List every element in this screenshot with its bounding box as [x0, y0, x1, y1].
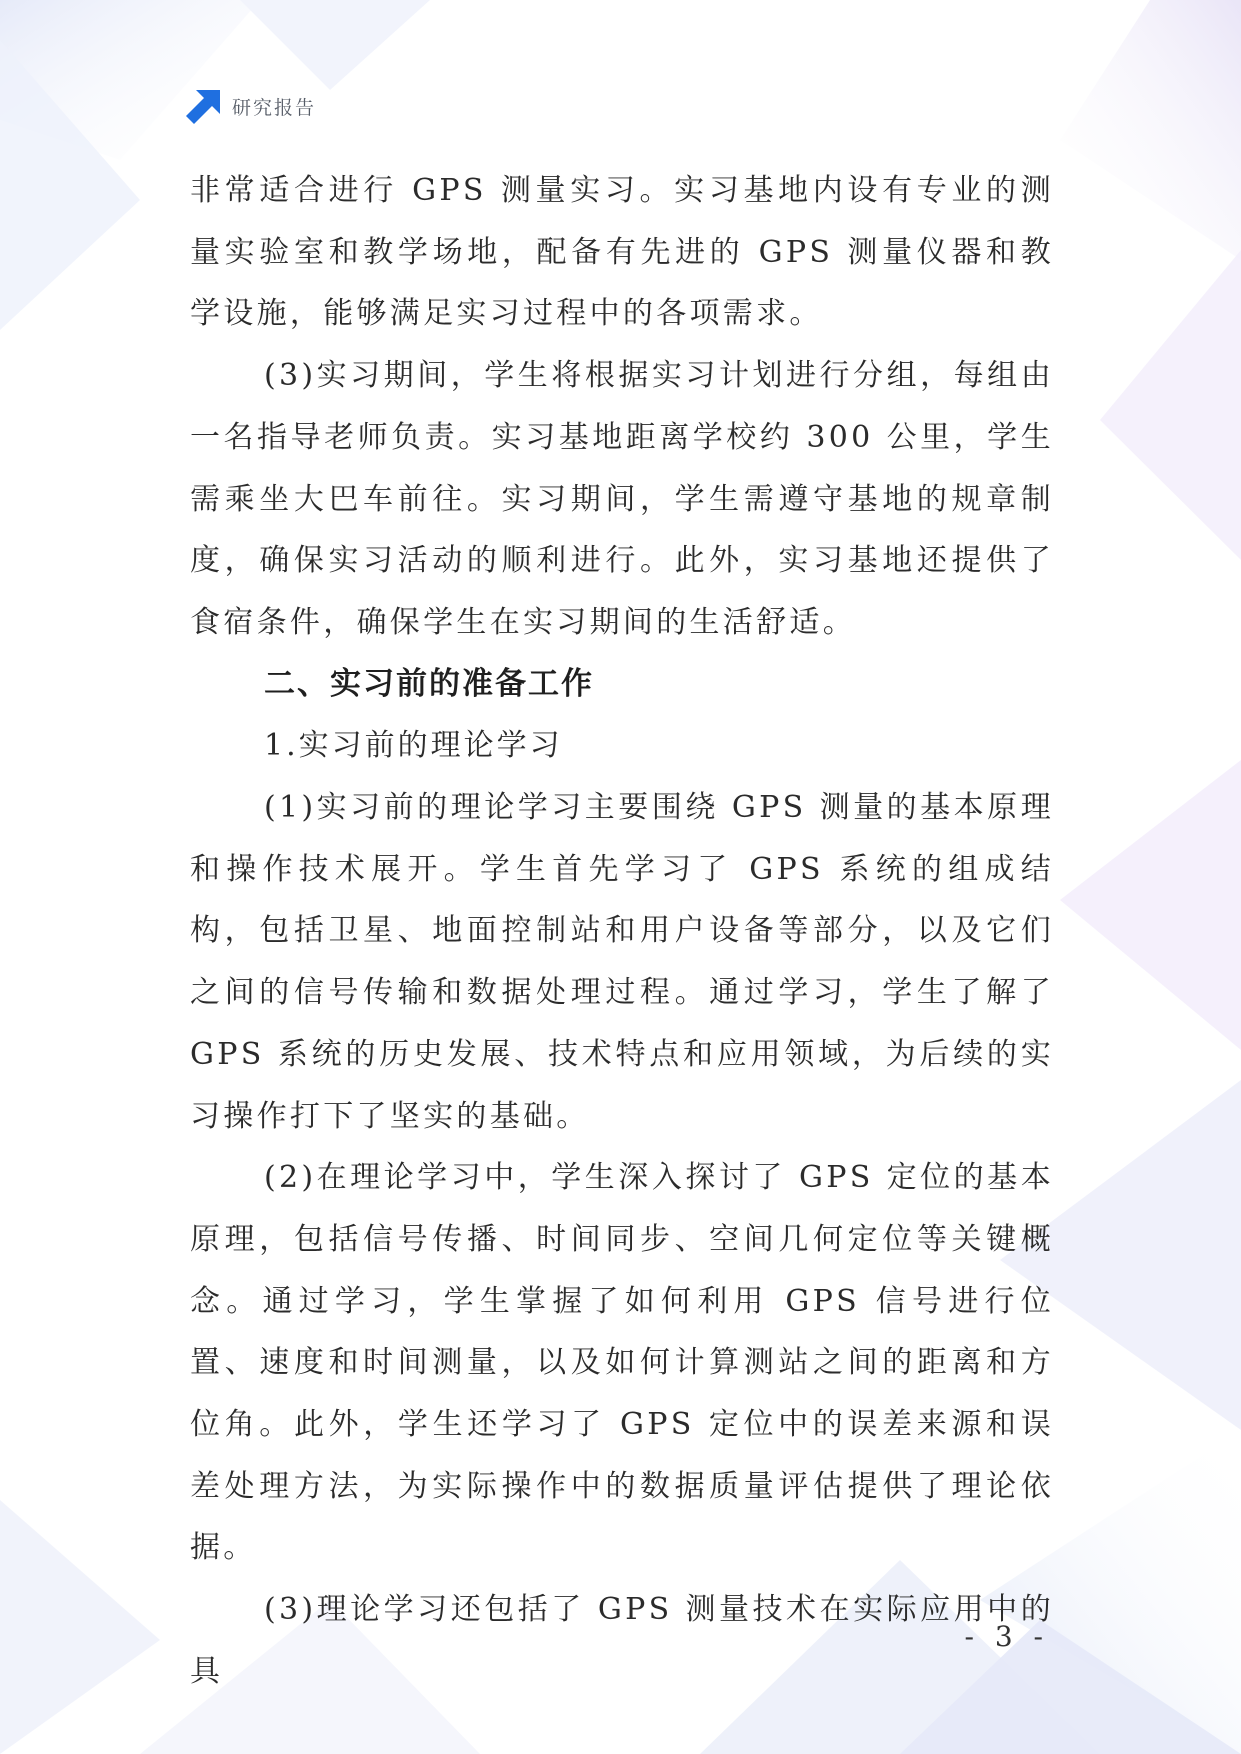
- body-paragraph-1: 非常适合进行 GPS 测量实习。实习基地内设有专业的测量实验室和教学场地，配备有先进的 GPS 测量仪器和教学设施，能够满足实习过程中的各项需求。: [190, 173, 1054, 332]
- section-heading: 二、实习前的准备工作: [264, 665, 594, 702]
- subsection-heading: 1.实习前的理论学习: [264, 728, 563, 764]
- body-paragraph-4: (2)在理论学习中，学生深入探讨了 GPS 定位的基本原理，包括信号传播、时间同步、空间几何定位等关键概念。通过学习，学生掌握了如何利用 GPS 信号进行位置、速度和时间测量，以及如何计算测站之间的距离和方位角。此外，学生还学习了 GPS 定位中的误差来源和误差处理方法，为实际操作中的数据质量评估提供了理论依据。: [190, 1160, 1054, 1566]
- page-number: - 3 -: [964, 1620, 1049, 1653]
- body-paragraph-5: (3)理论学习还包括了 GPS 测量技术在实际应用中的具: [190, 1592, 1054, 1689]
- report-header: [186, 88, 316, 124]
- body-paragraph-3: (1)实习前的理论学习主要围绕 GPS 测量的基本原理和操作技术展开。学生首先学习了 GPS 系统的组成结构，包括卫星、地面控制站和用户设备等部分，以及它们之间的信号传输和数据处理过程。通过学习，学生了解了 GPS 系统的历史发展、技术特点和应用领域，为后续的实习操作打下了坚实的基础。: [190, 790, 1054, 1134]
- arrow-up-right-logo: [186, 88, 222, 124]
- document-body: [190, 160, 1054, 1703]
- header-title: 研究报告: [232, 96, 317, 119]
- body-paragraph-2: (3)实习期间，学生将根据实习计划进行分组，每组由一名指导老师负责。实习基地距离学校约 300 公里，学生需乘坐大巴车前往。实习期间，学生需遵守基地的规章制度，确保实习活动的顺利进行。此外，实习基地还提供了食宿条件，确保学生在实习期间的生活舒适。: [190, 358, 1054, 640]
